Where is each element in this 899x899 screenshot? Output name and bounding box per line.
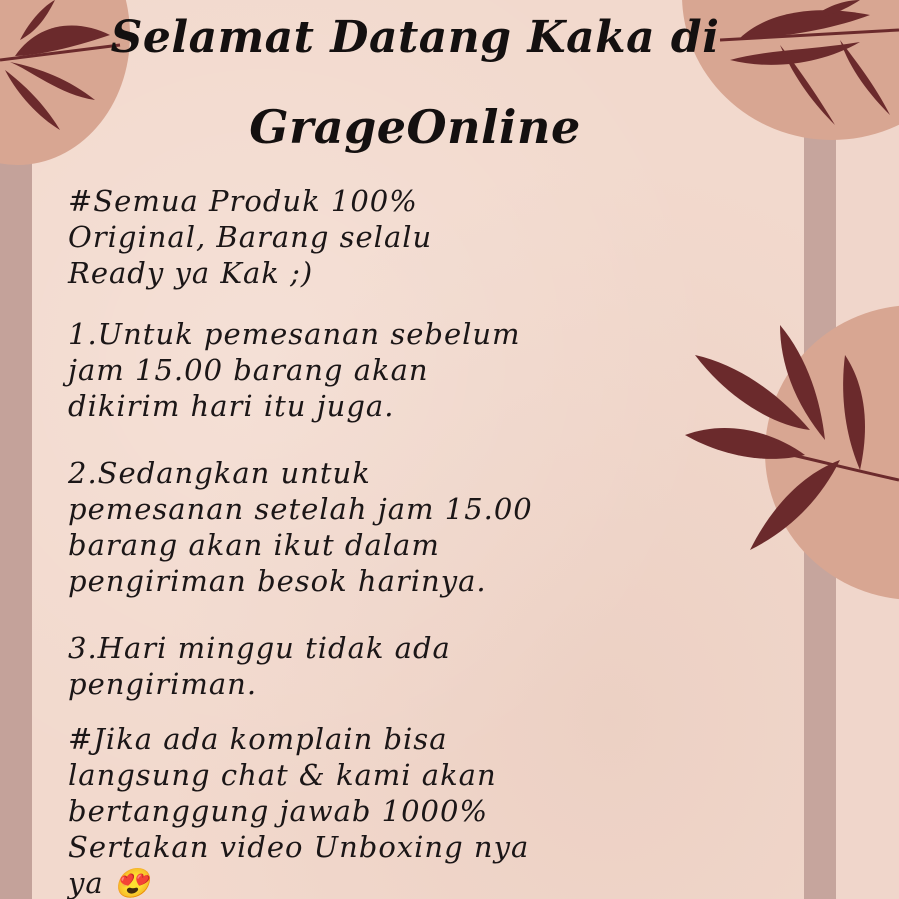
rule-item bbox=[68, 316, 588, 424]
text-line: #Semua Produk 100% bbox=[68, 184, 418, 218]
text-line: bertanggung jawab 1000% bbox=[68, 794, 489, 828]
text-line: #Jika ada komplain bisa bbox=[68, 722, 448, 756]
text-line: pengiriman besok harinya. bbox=[68, 564, 487, 598]
text-line: Ready ya Kak ;) bbox=[68, 256, 314, 290]
text-line: 3.Hari minggu tidak ada bbox=[68, 631, 451, 665]
intro-paragraph bbox=[68, 183, 588, 291]
text-line: dikirim hari itu juga. bbox=[68, 389, 395, 423]
text-line: 1.Untuk pemesanan sebelum bbox=[68, 317, 521, 351]
rule-item bbox=[68, 455, 588, 599]
text-line: ya 😍 bbox=[68, 866, 151, 899]
store-name: GrageOnline bbox=[249, 100, 581, 154]
rule-item bbox=[68, 630, 588, 702]
text-line: pemesanan setelah jam 15.00 bbox=[68, 492, 533, 526]
complaint-paragraph bbox=[68, 721, 588, 899]
text-line: pengiriman. bbox=[68, 667, 258, 701]
text-line: 2.Sedangkan untuk bbox=[68, 456, 371, 490]
leaf-branch-icon bbox=[680, 325, 899, 555]
page-title bbox=[0, 12, 830, 63]
title-line-1: Selamat Datang Kaka di bbox=[110, 12, 720, 63]
text-line: barang akan ikut dalam bbox=[68, 528, 440, 562]
text-line: jam 15.00 barang akan bbox=[68, 353, 429, 387]
text-line: Original, Barang selalu bbox=[68, 220, 433, 254]
text-line: Sertakan video Unboxing nya bbox=[68, 830, 530, 864]
page-title bbox=[0, 100, 830, 154]
text-line: langsung chat & kami akan bbox=[68, 758, 497, 792]
